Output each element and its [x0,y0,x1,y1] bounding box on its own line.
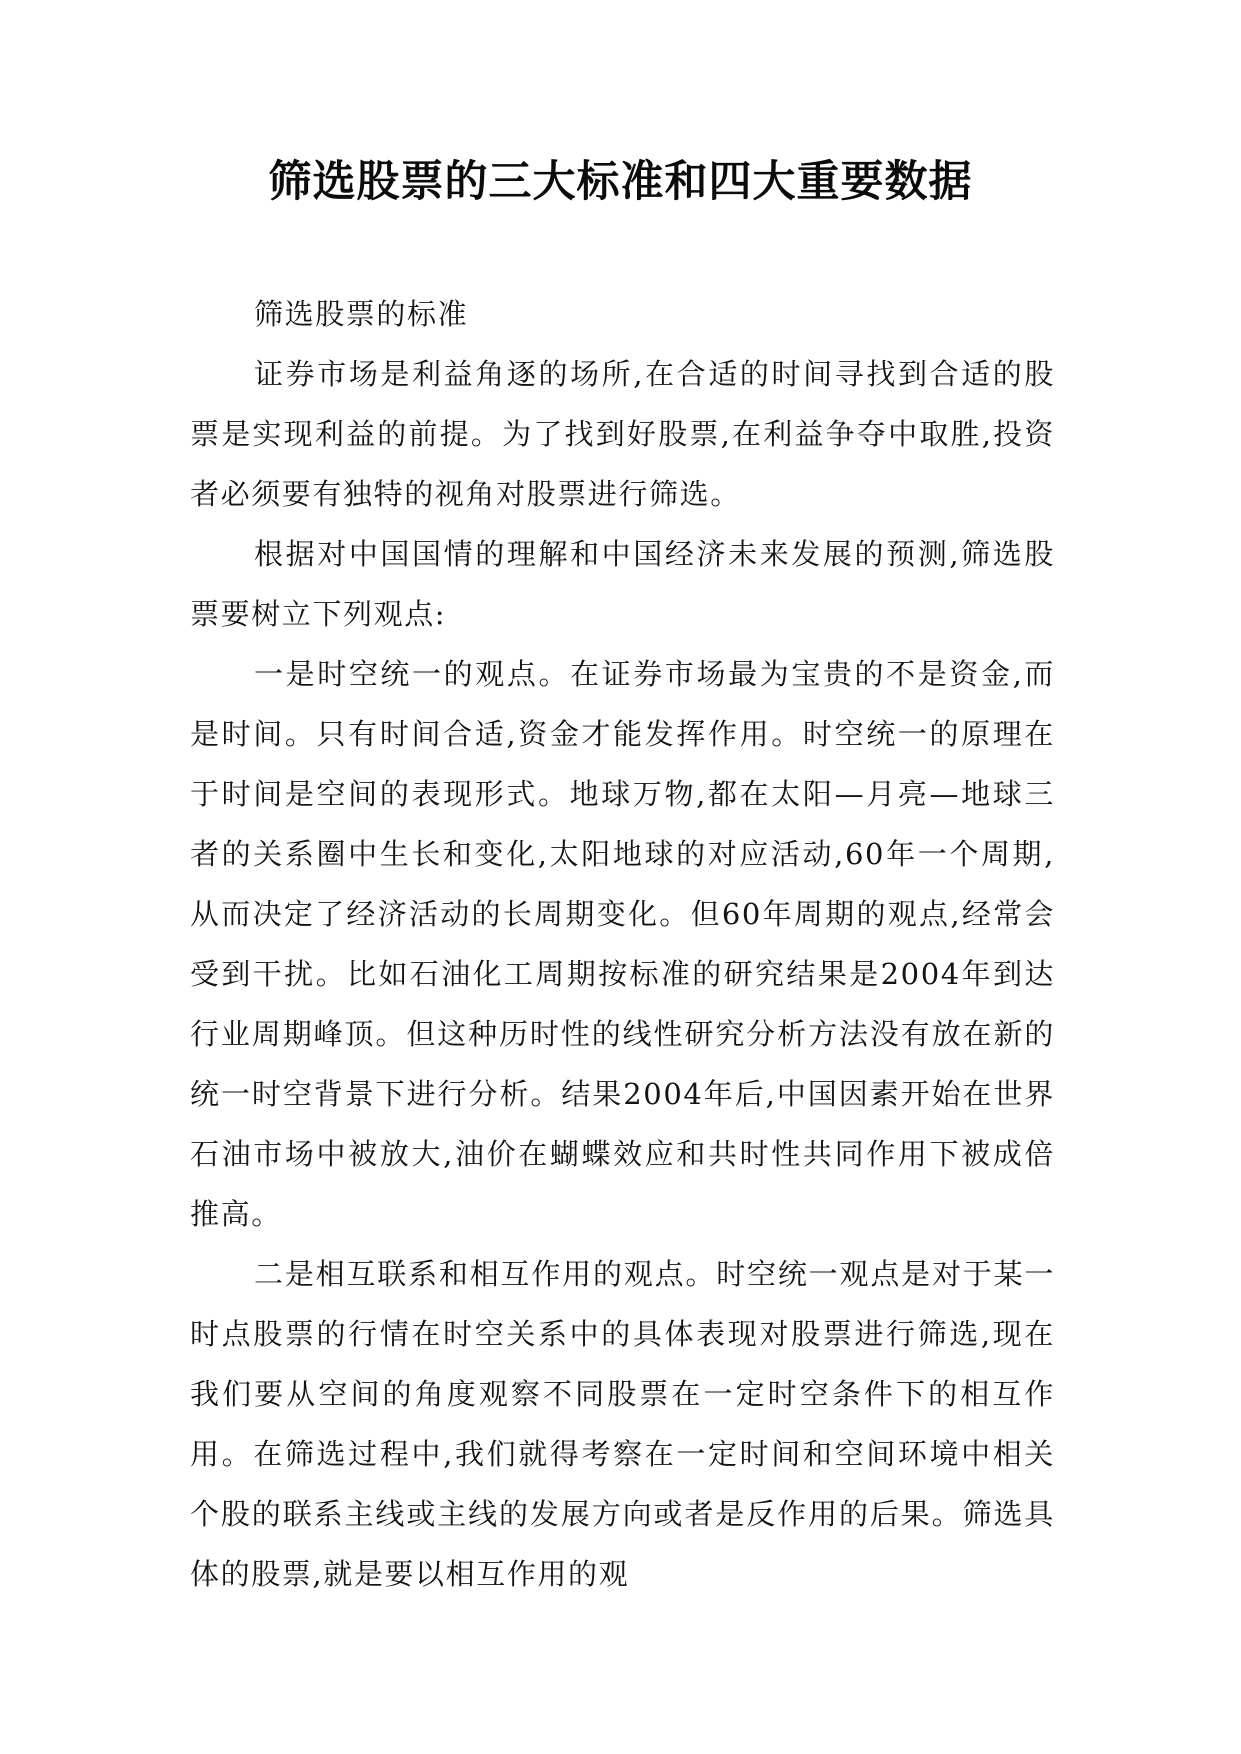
paragraph-point-two: 二是相互联系和相互作用的观点。时空统一观点是对于某一时点股票的行情在时空关系中的具体表现对股票进行筛选,现在我们要从空间的角度观察不同股票在一定时空条件下的相互作用。在筛选过程中,我们就得考察在一定时间和空间环境中相关个股的联系主线或主线的发展方向或者是反作用的后果。筛选具体的股票,就是要以相互作用的观 [190,1257,1055,1591]
document-title: 筛选股票的三大标准和四大重要数据 [268,157,973,207]
paragraph-viewpoints: 根据对中国国情的理解和中国经济未来发展的预测,筛选股票要树立下列观点: [190,537,1055,631]
paragraph-intro: 证券市场是利益角逐的场所,在合适的时间寻找到合适的股票是实现利益的前提。为了找到好股票,在利益争夺中取胜,投资者必须要有独特的视角对股票进行筛选。 [190,357,1055,511]
document-body [190,284,1055,1604]
paragraph-point-one: 一是时空统一的观点。在证券市场最为宝贵的不是资金,而是时间。只有时间合适,资金才能发挥作用。时空统一的原理在于时间是空间的表现形式。地球万物,都在太阳—月亮—地球三者的关系圈中生长和变化,太阳地球的对应活动,60年一个周期,从而决定了经济活动的长周期变化。但60年周期的观点,经常会受到干扰。比如石油化工周期按标准的研究结果是2004年到达行业周期峰顶。但这种历时性的线性研究分析方法没有放在新的统一时空背景下进行分析。结果2004年后,中国因素开始在世界石油市场中被放大,油价在蝴蝶效应和共时性共同作用下被成倍推高。 [190,657,1055,1231]
section-heading: 筛选股票的标准 [254,297,469,331]
